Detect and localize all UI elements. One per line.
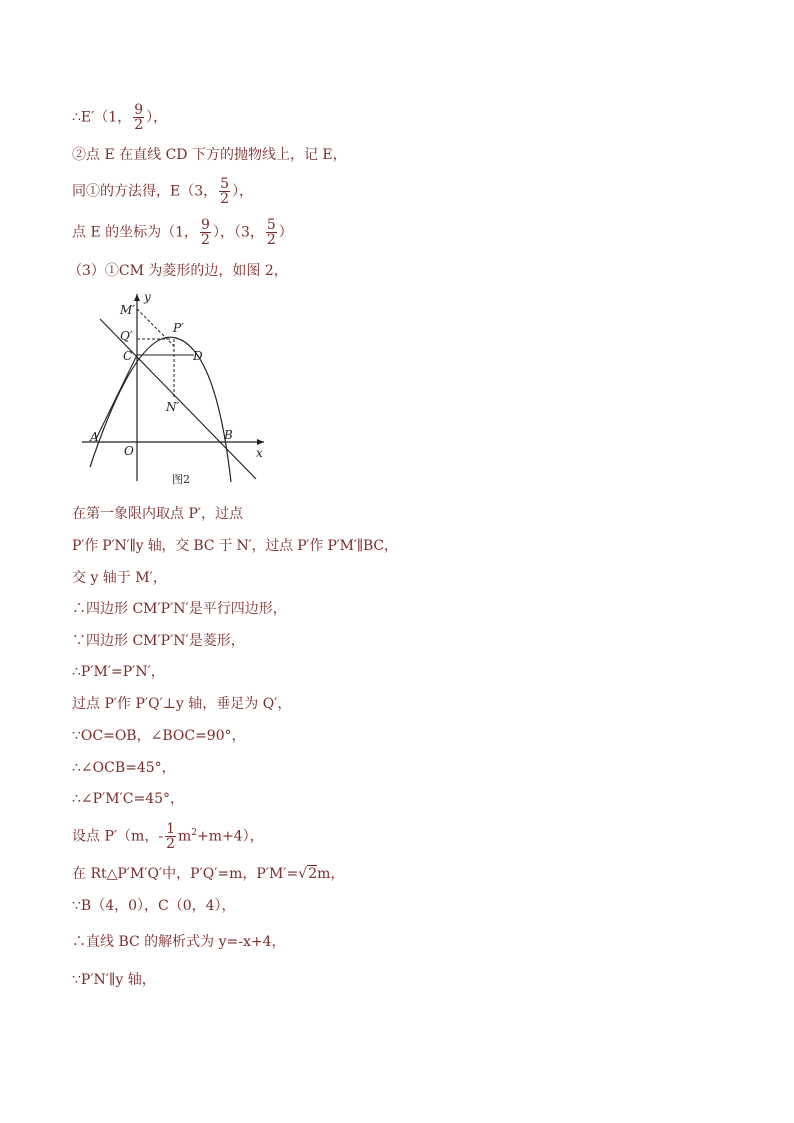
label-a: A <box>90 430 99 444</box>
line-parallelogram: ∴四边形 CM′P′N′是平行四边形， <box>72 601 287 617</box>
fraction <box>266 218 277 247</box>
line-right-triangle <box>72 865 344 883</box>
text: ）， <box>232 183 254 200</box>
fraction <box>219 177 230 206</box>
line-e-prime <box>72 103 167 132</box>
denominator: 2 <box>166 836 175 852</box>
label-y: y <box>144 290 151 304</box>
dashed-mp <box>137 309 174 346</box>
line-part-3: （3）①CM 为菱形的边，如图 2， <box>68 263 288 279</box>
line-angle-pmc: ∴∠P′M′C=45°， <box>72 791 185 807</box>
text: ∴E′（1， <box>72 109 132 126</box>
line-take-point: 在第一象限内取点 P′，过点 <box>72 506 244 522</box>
label-q: Q′ <box>120 329 133 343</box>
line-e-coordinates <box>72 218 293 247</box>
line-rhombus: ∵四边形 CM′P′N′是菱形， <box>72 633 245 649</box>
numerator: 5 <box>266 217 276 233</box>
denominator: 2 <box>134 117 144 133</box>
fraction <box>165 822 176 851</box>
parabola <box>90 337 231 482</box>
text: 设点 P′（m，- <box>72 828 164 845</box>
fraction <box>133 103 144 132</box>
line-set-point <box>72 822 264 851</box>
fraction <box>200 218 211 247</box>
label-b: B <box>224 428 233 442</box>
square-root: √2 <box>298 866 318 882</box>
line-perpendicular: 过点 P′作 P′Q′⊥y 轴，垂足为 Q′， <box>72 696 292 712</box>
label-x: x <box>256 446 263 460</box>
label-o: O <box>124 444 134 458</box>
numerator: 1 <box>166 821 175 837</box>
line-equal-sides: ∴P′M′=P′N′， <box>72 664 165 680</box>
numerator: 9 <box>134 102 144 118</box>
denominator: 2 <box>220 191 230 207</box>
x-axis-arrow <box>257 439 264 445</box>
label-m: M′ <box>120 303 136 317</box>
line-e-3 <box>72 177 253 206</box>
text: ） <box>278 224 293 241</box>
denominator: 2 <box>201 232 210 248</box>
numerator: 5 <box>220 176 230 192</box>
line-intersect-y: 交 y 轴于 M′， <box>72 570 167 586</box>
figure-caption: 图2 <box>172 473 190 486</box>
superscript: 2 <box>191 827 197 838</box>
denominator: 2 <box>266 232 276 248</box>
line-ac <box>96 355 137 439</box>
text: ）， <box>146 109 168 126</box>
numerator: 9 <box>201 217 210 233</box>
line-bc-equation: ∴直线 BC 的解析式为 y=-x+4， <box>72 934 286 950</box>
text: +m+4）， <box>197 828 264 845</box>
text: 点 E 的坐标为（1， <box>72 224 199 241</box>
figure-2 <box>78 289 278 493</box>
text: m <box>177 828 192 845</box>
label-n: N′ <box>166 400 180 414</box>
line-case-2: ②点 E 在直线 CD 下方的抛物线上，记 E， <box>72 147 347 163</box>
line-construct: P′作 P′N′∥y 轴，交 BC 于 N′，过点 P′作 P′M′∥BC， <box>72 538 398 554</box>
label-c: C <box>123 349 133 363</box>
text: 同①的方法得，E（3， <box>72 183 218 200</box>
figure-svg <box>78 289 278 489</box>
label-p: P′ <box>173 321 184 335</box>
label-d: D <box>193 349 203 363</box>
text: m， <box>317 866 345 882</box>
text: ），（3， <box>212 224 264 241</box>
text: 在 Rt△P′M′Q′中，P′Q′=m，P′M′= <box>72 866 299 882</box>
line-oc-ob: ∵OC=OB，∠BOC=90°， <box>72 728 246 744</box>
line-pn-parallel: ∵P′N′∥y 轴， <box>72 972 156 988</box>
line-b-c-coords: ∵B（4，0），C（0，4）， <box>72 898 236 914</box>
y-axis-arrow <box>134 294 140 301</box>
line-angle-ocb: ∴∠OCB=45°， <box>72 760 176 776</box>
radicand: 2 <box>308 866 318 882</box>
